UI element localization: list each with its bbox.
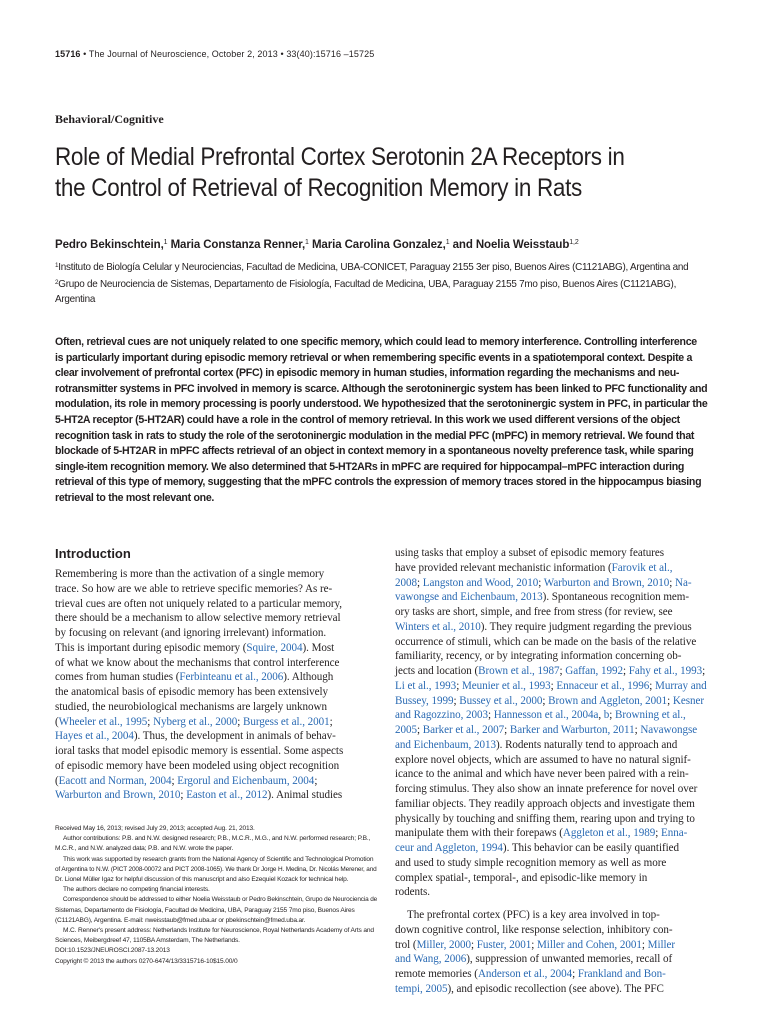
running-head — [55, 49, 715, 59]
text-run: there should be a mechanism to allow selective memory retrieval — [55, 612, 341, 625]
text-run: ; — [329, 715, 333, 728]
text-line — [395, 841, 715, 856]
text-run: and used to study simple recognition memory as well as more — [395, 856, 667, 869]
text-run: ; — [622, 665, 629, 677]
citation-link[interactable]: Farovik et al., — [611, 561, 673, 574]
footnote-line: Received May 16, 2013; revised July 29, 2013; accepted Aug. 21, 2013. — [55, 825, 255, 832]
text-line — [395, 908, 715, 923]
text-line — [395, 826, 715, 841]
separator-bullet: • — [280, 49, 287, 59]
text-line — [55, 641, 375, 656]
footnote-line: (C1121ABG), Argentina. E-mail: nweisstaub@fmed.uba.ar or pbekinschtein@fmed.uba.ar. — [55, 916, 306, 924]
text-run: ; — [237, 715, 244, 728]
text-run: ). This behavior can be easily quantified — [502, 842, 680, 854]
citation-link[interactable]: and Wang, 2006 — [395, 953, 467, 966]
text-line — [55, 670, 375, 685]
text-line — [395, 546, 715, 561]
article-footnotes — [55, 824, 377, 967]
citation-link[interactable]: Ergorul and Eichenbaum, 2004 — [177, 774, 315, 787]
citation-link[interactable]: ceur and Aggleton, 1994 — [395, 842, 503, 854]
citation-link[interactable]: Murray and — [655, 679, 707, 692]
citation-link[interactable]: Langston and Wood, 2010 — [422, 576, 539, 589]
citation-link[interactable]: Frankland and Bon- — [577, 968, 666, 980]
text-run: ioral tasks that model episodic memory is essential. Some aspects — [55, 745, 344, 757]
text-line — [395, 664, 715, 679]
abstract-line: clear involvement of prefrontal cortex (PFC) in episodic memory in human studies, information regarding the mechanisms and neu- — [55, 367, 680, 380]
text-line — [395, 561, 715, 576]
page-number: 15716 — [55, 49, 81, 59]
citation-link[interactable]: Navawongse — [640, 724, 698, 736]
introduction-text — [55, 567, 375, 803]
citation-link[interactable]: vawongse and Eichenbaum, 2013 — [395, 591, 543, 604]
text-run: remote memories ( — [395, 968, 478, 980]
author-affiliation-mark: 1 — [305, 239, 309, 246]
text-run: ; — [641, 938, 648, 951]
text-run: ). Most — [302, 641, 335, 654]
citation-link[interactable]: Nyberg et al., 2000 — [153, 715, 238, 728]
citation-link[interactable]: Fuster, 2001 — [476, 938, 532, 951]
footnote-line: Sistemas, Departamento de Fisiología, Facultad de Medicina, UBA, Paraguay 2155 7mo piso, Buenos Aires — [55, 906, 355, 914]
text-run: trace. So how are we able to retrieve specific memories? As re- — [55, 582, 333, 595]
author-name: Pedro Bekinschtein, — [55, 239, 164, 251]
text-run: jects and location ( — [395, 665, 479, 677]
footnote-line: Author contributions: P.B. and N.W. designed research; P.B., M.C.R., M.G., and N.W. performed research; P.B., — [63, 835, 371, 843]
text-run: explore novel objects, which are assumed to have no natural signif- — [395, 753, 691, 766]
citation-link[interactable]: Fahy et al., 1993 — [628, 665, 703, 677]
section-label: Behavioral/Cognitive — [55, 112, 164, 126]
author-affiliation-mark: 1 — [445, 239, 450, 246]
text-run: Remembering is more than the activation of a single memory — [55, 568, 325, 580]
author-list — [55, 239, 735, 251]
text-run: ; — [702, 665, 706, 677]
text-line — [395, 923, 715, 938]
text-line — [395, 952, 715, 967]
footnote-line: DOI:10.1523/JNEUROSCI.2087-13.2013 — [55, 947, 170, 955]
text-run: using tasks that employ a subset of episodic memory features — [395, 547, 665, 559]
text-run: ( — [55, 715, 59, 728]
text-line — [55, 715, 375, 730]
text-line — [395, 605, 715, 620]
author-name: and Noelia Weisstaub — [452, 239, 570, 251]
footnote-line: Correspondence should be addressed to either Noelia Weisstaub or Pedro Bekinschtein, Grupo de Neurociencia de — [62, 896, 378, 904]
text-run: ; — [542, 694, 549, 707]
footnote-line: This work was supported by research grants from the National Agency of Scientific and Technological Promotion — [63, 855, 374, 863]
text-run: ; — [669, 576, 675, 589]
text-run: ), suppression of unwanted memories, recall of — [466, 953, 673, 966]
citation-link[interactable]: Warburton and Brown, 2010 — [543, 576, 670, 589]
text-line — [55, 729, 375, 744]
footnote-line: M.C.R., and N.W. analyzed data; P.B. and N.W. wrote the paper. — [55, 845, 234, 853]
text-run: ; — [180, 789, 187, 802]
text-line — [395, 938, 715, 953]
text-line — [395, 620, 715, 635]
citation-link[interactable]: Na- — [674, 576, 692, 589]
paragraph-gap — [395, 900, 715, 908]
text-run: ; — [649, 679, 656, 692]
separator-bullet: • — [83, 49, 89, 59]
citation-link[interactable]: Easton et al., 2012 — [186, 789, 268, 802]
text-line — [395, 967, 715, 982]
text-run: ; — [504, 724, 510, 736]
abstract-line: modulation, its role in memory processing is poorly understood. We hypothesized that the serotoninergic system in PFC, in particular the — [55, 398, 708, 411]
text-line — [55, 656, 375, 671]
author-name: Maria Constanza Renner, — [170, 239, 306, 251]
text-run: familiar objects. They readily approach objects and investigate them — [395, 797, 695, 810]
affiliation-mark: 2 — [55, 279, 59, 286]
text-run: of what we know about the mechanisms that control interference — [55, 656, 340, 669]
citation-link[interactable]: and Ragozzino, 2003 — [395, 709, 489, 722]
text-run: complex spatial-, temporal-, and episodic-like memory in — [395, 871, 648, 884]
text-run: ory tasks are short, simple, and free from stress (for review, see — [395, 606, 673, 618]
citation-link[interactable]: Bussey, 1999 — [395, 694, 454, 707]
body-paragraph — [395, 546, 715, 900]
text-line — [395, 649, 715, 664]
text-run: the anatomical basis of episodic memory has been extensively — [55, 686, 329, 698]
text-line — [395, 782, 715, 797]
text-line — [395, 576, 715, 591]
text-line — [55, 700, 375, 715]
affiliation-line — [55, 292, 710, 307]
text-run: ; — [453, 694, 460, 707]
right-column — [395, 546, 715, 997]
citation-link[interactable]: Gaffan, 1992 — [565, 665, 623, 677]
citation-link[interactable]: Anderson et al., 2004 — [477, 968, 573, 980]
text-run: ; — [538, 576, 544, 589]
text-line — [395, 738, 715, 753]
text-run: familiarity, recency, or by integrating information concerning ob- — [395, 650, 682, 663]
text-run: ( — [55, 774, 59, 787]
text-run: occurrence of stimuli, which can be made on the basis of the relative — [395, 635, 697, 648]
text-run: ; — [147, 715, 154, 728]
left-column — [55, 546, 375, 803]
text-run: trieval cues are often not uniquely related to a particular memory, — [55, 597, 343, 610]
text-run: ; — [655, 827, 661, 840]
text-line — [55, 611, 375, 626]
text-run: ; — [550, 679, 557, 692]
text-run: down cognitive control, like response selection, inhibitory con- — [395, 923, 673, 936]
title-line: the Control of Retrieval of Recognition Memory in Rats — [55, 174, 582, 202]
article-title — [55, 142, 667, 204]
text-run: forcing stimulus. They also show an innate preference for novel over — [395, 783, 698, 795]
citation-link[interactable]: Li et al., 1993 — [395, 679, 457, 692]
citation-link[interactable]: Brown et al., 1987 — [478, 665, 560, 677]
citation-link[interactable]: Hayes et al., 2004 — [55, 730, 134, 743]
text-run: of episodic memory have been modeled using object recognition — [55, 759, 340, 772]
text-run: ), and episodic recollection (see above). The PFC — [447, 982, 664, 995]
text-line — [395, 679, 715, 694]
text-run: ; — [456, 679, 462, 692]
text-line — [395, 708, 715, 723]
text-line — [395, 635, 715, 650]
citation-link[interactable]: Miller — [647, 938, 676, 951]
footnote-line: M.C. Renner's present address: Netherlands Institute for Neuroscience, Royal Netherlands Academy of Arts and — [63, 927, 374, 935]
abstract-line: 5-HT2A receptor (5-HT2AR) could have a role in the control of memory retrieval. In this work we used different versions of the object — [55, 413, 680, 426]
footnote-line: Dr. Lionel Müller Igaz for helpful discussion of this manuscript and also Ezequiel Kozack for technical help. — [55, 876, 349, 884]
footnote-line: Sciences, Meibergdreef 47, 1105BA Amsterdam, The Netherlands. — [55, 937, 240, 945]
affiliation-text: Instituto de Biología Celular y Neurociencias, Facultad de Medicina, UBA-CONICET, Paraguay 2155 3er piso, Buenos Aires (C1121ABG), Argentina and — [58, 262, 689, 273]
text-line — [395, 885, 715, 900]
text-run: physically by touching and sniffing them, rearing upon and trying to — [395, 812, 695, 825]
text-run: ; — [471, 938, 477, 951]
citation-link[interactable]: Bussey et al., 2000 — [459, 694, 543, 707]
text-run: ; — [667, 694, 673, 707]
affiliation-text: Grupo de Neurociencia de Sistemas, Departamento de Fisiología, Facultad de Medicina, UBA, Paraguay 2155 7mo piso, Buenos Aires (C1121ABG), — [58, 279, 677, 290]
text-run: ). Although — [283, 671, 334, 684]
text-run: ; — [488, 709, 494, 722]
text-line — [395, 982, 715, 997]
text-line — [395, 856, 715, 871]
abstract-line: Often, retrieval cues are not uniquely related to one specific memory, which could lead to memory interference. Controlling interference — [55, 336, 697, 348]
text-run: have provided relevant mechanistic information ( — [395, 561, 612, 574]
footnote-line: The authors declare no competing financial interests. — [63, 886, 210, 894]
text-run: studied, the neurobiological mechanisms are largely unknown — [55, 700, 327, 713]
citation-link[interactable]: Barker et al., 2007 — [422, 724, 505, 736]
citation-link[interactable]: Hannesson et al., 2004a — [493, 709, 599, 722]
text-run: ; — [417, 724, 423, 736]
text-line — [395, 753, 715, 768]
citation-link[interactable]: Squire, 2004 — [246, 641, 303, 654]
abstract-line: is particularly important during episodic memory retrieval or when remembering specific events in a spatiotemporal context. Despite a — [55, 351, 693, 364]
abstract — [55, 335, 721, 507]
text-run: ). Animal studies — [267, 789, 343, 802]
title-line: Role of Medial Prefrontal Cortex Serotonin 2A Receptors in — [55, 143, 625, 171]
abstract-line: retrieval of this type of memory, suggesting that the mPFC controls the expression of memory traces stored in the hippocampus biasing — [55, 476, 702, 489]
footnote-line: of Argentina to N.W. (PICT 2008-00072 and PICT 2008-1065). We thank Dr Jorge H. Medina, Dr. Nicolás Merener, and — [55, 865, 377, 873]
text-run: ; — [417, 576, 423, 589]
citation-link[interactable]: Wheeler et al., 1995 — [58, 715, 148, 728]
citation-link[interactable]: Eacott and Norman, 2004 — [58, 774, 172, 787]
affiliations — [55, 258, 710, 307]
text-run: ; — [572, 968, 578, 980]
text-line — [395, 723, 715, 738]
text-run: This is important during episodic memory ( — [55, 641, 247, 654]
citation-link[interactable]: 2008 — [395, 576, 417, 589]
footnote-line: Copyright © 2013 the authors 0270-6474/13/3315716-10$15.00/0 — [55, 957, 238, 965]
citation-link[interactable]: Kesner — [672, 694, 705, 707]
citation-link[interactable]: tempi, 2005 — [395, 982, 448, 995]
text-line — [395, 871, 715, 886]
text-run: ; — [559, 665, 566, 677]
text-run: by focusing on relevant (and ignoring irrelevant) information. — [55, 627, 327, 639]
abstract-line: retrieval to the most relevant one. — [55, 491, 215, 504]
text-line — [55, 582, 375, 597]
citation-link[interactable]: Warburton and Brown, 2010 — [55, 789, 181, 802]
abstract-line: blockade of 5-HT2AR in mPFC affects retrieval of an object in context memory in a spontaneous novelty preference task, while sparing — [55, 445, 694, 458]
citation-link[interactable]: Browning et al., — [615, 709, 686, 722]
text-line — [55, 774, 375, 789]
text-run: ). They require judgment regarding the previous — [480, 620, 692, 633]
citation-link[interactable]: Brown and Aggleton, 2001 — [548, 694, 668, 707]
affiliation-mark: 1 — [55, 262, 59, 269]
author-name: Maria Carolina Gonzalez, — [311, 239, 446, 251]
journal-citation: The Journal of Neuroscience, October 2, 2013 — [88, 49, 278, 59]
text-run: The prefrontal cortex (PFC) is a key area involved in top- — [407, 909, 660, 921]
citation-link[interactable]: Winters et al., 2010 — [395, 620, 481, 633]
citation-link[interactable]: 2005 — [395, 724, 417, 736]
citation-link[interactable]: Burgess et al., 2001 — [243, 715, 330, 728]
text-run: , — [598, 709, 604, 722]
abstract-line: single-item recognition memory. We also determined that 5-HT2ARs in mPFC are required for hippocampal–mPFC interaction during — [55, 460, 685, 473]
text-line — [55, 744, 375, 759]
citation-link[interactable]: Ennaceur et al., 1996 — [556, 679, 650, 692]
volume-pages: 33(40):15716 –15725 — [286, 49, 375, 59]
text-run: ). Thus, the development in animals of behav- — [133, 730, 336, 743]
text-line — [395, 812, 715, 827]
text-run: comes from human studies ( — [55, 671, 180, 684]
citation-link[interactable]: Enna- — [660, 827, 688, 840]
citation-link[interactable]: and Eichenbaum, 2013 — [395, 738, 496, 751]
text-line — [395, 797, 715, 812]
citation-link[interactable]: Miller, 2000 — [416, 938, 471, 951]
text-run: manipulate them with their forepaws ( — [395, 827, 563, 840]
text-line — [395, 694, 715, 709]
author-affiliation-mark: 1 — [163, 239, 168, 246]
text-line — [55, 597, 375, 612]
text-run: rodents. — [395, 886, 431, 899]
text-line — [395, 590, 715, 605]
text-run: icance to the animal and which have never been paired with a rein- — [395, 768, 689, 781]
citation-link[interactable]: Miller and Cohen, 2001 — [536, 938, 642, 951]
abstract-line: recognition task in rats to study the role of the serotoninergic modulation in the medial PFC (mPFC) in memory retrieval. We found that — [55, 429, 695, 442]
text-run: ; — [314, 774, 318, 787]
text-line — [55, 759, 375, 774]
text-run: ; — [634, 724, 641, 736]
text-line — [55, 626, 375, 641]
text-line — [55, 788, 375, 803]
text-run: ). Rodents naturally tend to approach and — [495, 738, 678, 751]
text-line — [395, 767, 715, 782]
text-run: ; — [531, 938, 537, 951]
introduction-heading: Introduction — [55, 546, 131, 561]
citation-link[interactable]: Meunier et al., 1993 — [461, 679, 551, 692]
citation-link[interactable]: Ferbinteanu et al., 2006 — [179, 671, 284, 684]
text-line — [55, 567, 375, 582]
author-affiliation-mark: 1,2 — [569, 239, 579, 246]
citation-link[interactable]: Aggleton et al., 1989 — [562, 827, 656, 840]
text-run: ; — [171, 774, 178, 787]
citation-link[interactable]: b — [603, 709, 610, 722]
abstract-line: rotransmitter systems in PFC involved in memory is scarce. Although the serotoninergic system has been linked to PFC functionality and — [55, 382, 708, 395]
body-paragraph — [395, 908, 715, 997]
text-run: trol ( — [395, 938, 417, 951]
text-run: ; — [609, 709, 616, 722]
affiliation-text: Argentina — [55, 294, 96, 305]
text-line — [55, 685, 375, 700]
citation-link[interactable]: Barker and Warburton, 2011 — [509, 724, 635, 736]
text-run: ). Spontaneous recognition mem- — [542, 591, 690, 604]
affiliation-line — [55, 258, 710, 275]
affiliation-line — [55, 275, 710, 292]
